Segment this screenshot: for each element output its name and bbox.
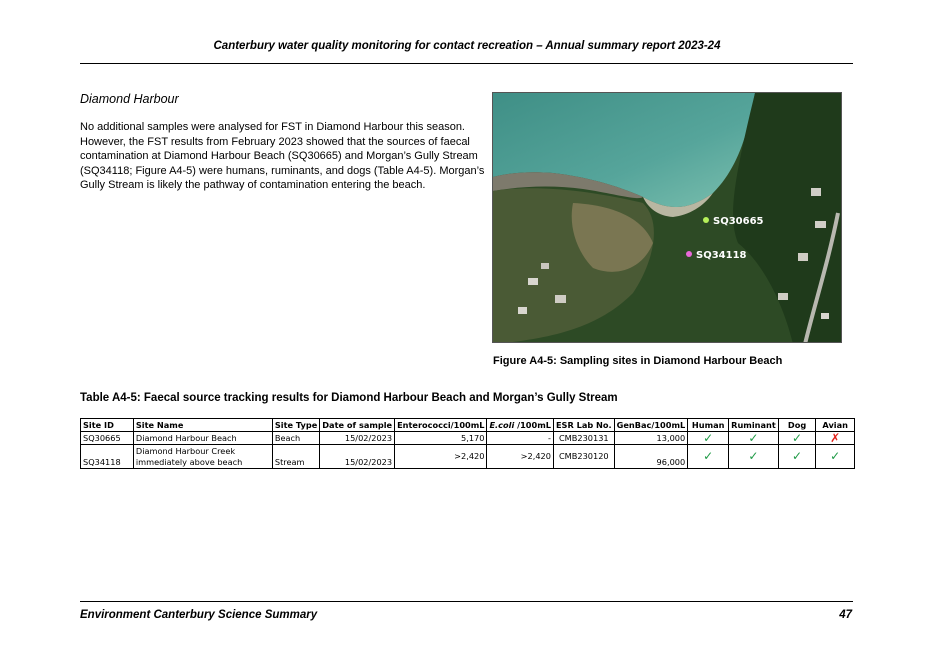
avian-cross-icon: ✗ (816, 432, 855, 445)
dog-check-icon: ✓ (778, 432, 816, 445)
col-dog: Dog (778, 419, 816, 432)
cell-site-id: SQ30665 (81, 432, 134, 445)
table-caption: Table A4-5: Faecal source tracking results for Diamond Harbour Beach and Morgan’s Gully Stream (80, 392, 618, 404)
fst-results-table (80, 418, 855, 469)
section-paragraph: No additional samples were analysed for FST in Diamond Harbour this season. However, the FST results from February 2023 showed that the sources of faecal contamination at Diamond Harbour Beach (SQ30665) and Morgan’s Gully Stream (SQ34118; Figure A4-5) were humans, ruminants, and dogs (Table A4-5). Morgan’s Gully Stream is likely the pathway of contamination entering the beach. (80, 121, 485, 192)
site-label-sq34118: SQ34118 (696, 250, 747, 261)
cell-site-name: Diamond Harbour Creek immediately above beach (133, 445, 272, 469)
cell-enterococci: >2,420 (395, 445, 487, 469)
ruminant-check-icon: ✓ (729, 432, 779, 445)
cell-ecoli: >2,420 (487, 445, 553, 469)
col-site-type: Site Type (272, 419, 319, 432)
avian-check-icon: ✓ (816, 445, 855, 469)
ecoli-unit: /100mL (514, 419, 551, 430)
figure-caption: Figure A4-5: Sampling sites in Diamond Harbour Beach (493, 355, 783, 367)
cell-site-type: Stream (272, 445, 319, 469)
col-site-name: Site Name (133, 419, 272, 432)
cell-enterococci: 5,170 (395, 432, 487, 445)
site-marker-sq34118 (686, 251, 692, 257)
report-header-title: Canterbury water quality monitoring for contact recreation – Annual summary report 2023-24 (213, 40, 721, 52)
cell-site-name: Diamond Harbour Beach (133, 432, 272, 445)
page-number: 47 (839, 609, 852, 621)
col-site-id: Site ID (81, 419, 134, 432)
dog-check-icon: ✓ (778, 445, 816, 469)
col-ecoli (487, 419, 553, 432)
human-check-icon: ✓ (688, 432, 729, 445)
site-marker-sq30665 (703, 217, 709, 223)
cell-ecoli: - (487, 432, 553, 445)
col-avian: Avian (816, 419, 855, 432)
col-esr-lab: ESR Lab No. (553, 419, 614, 432)
cell-genbac: 96,000 (614, 445, 688, 469)
ruminant-check-icon: ✓ (729, 445, 779, 469)
table-row (81, 445, 855, 469)
cell-esr-lab: CMB230120 (553, 445, 614, 469)
footer-title: Environment Canterbury Science Summary (80, 609, 318, 621)
col-ruminant: Ruminant (729, 419, 779, 432)
footer-rule (80, 601, 853, 602)
cell-site-id: SQ34118 (81, 445, 134, 469)
site-label-sq30665: SQ30665 (713, 216, 764, 227)
header-rule (80, 63, 853, 64)
cell-date: 15/02/2023 (320, 445, 395, 469)
section-heading: Diamond Harbour (80, 92, 179, 106)
col-human: Human (688, 419, 729, 432)
cell-date: 15/02/2023 (320, 432, 395, 445)
table-header-row (81, 419, 855, 432)
cell-site-type: Beach (272, 432, 319, 445)
ecoli-italic: E.coli (489, 419, 515, 430)
cell-genbac: 13,000 (614, 432, 688, 445)
cell-esr-lab: CMB230131 (553, 432, 614, 445)
col-enterococci: Enterococci/100mL (395, 419, 487, 432)
col-genbac: GenBac/100mL (614, 419, 688, 432)
col-date: Date of sample (320, 419, 395, 432)
table-row (81, 432, 855, 445)
human-check-icon: ✓ (688, 445, 729, 469)
aerial-map-image (492, 92, 842, 343)
